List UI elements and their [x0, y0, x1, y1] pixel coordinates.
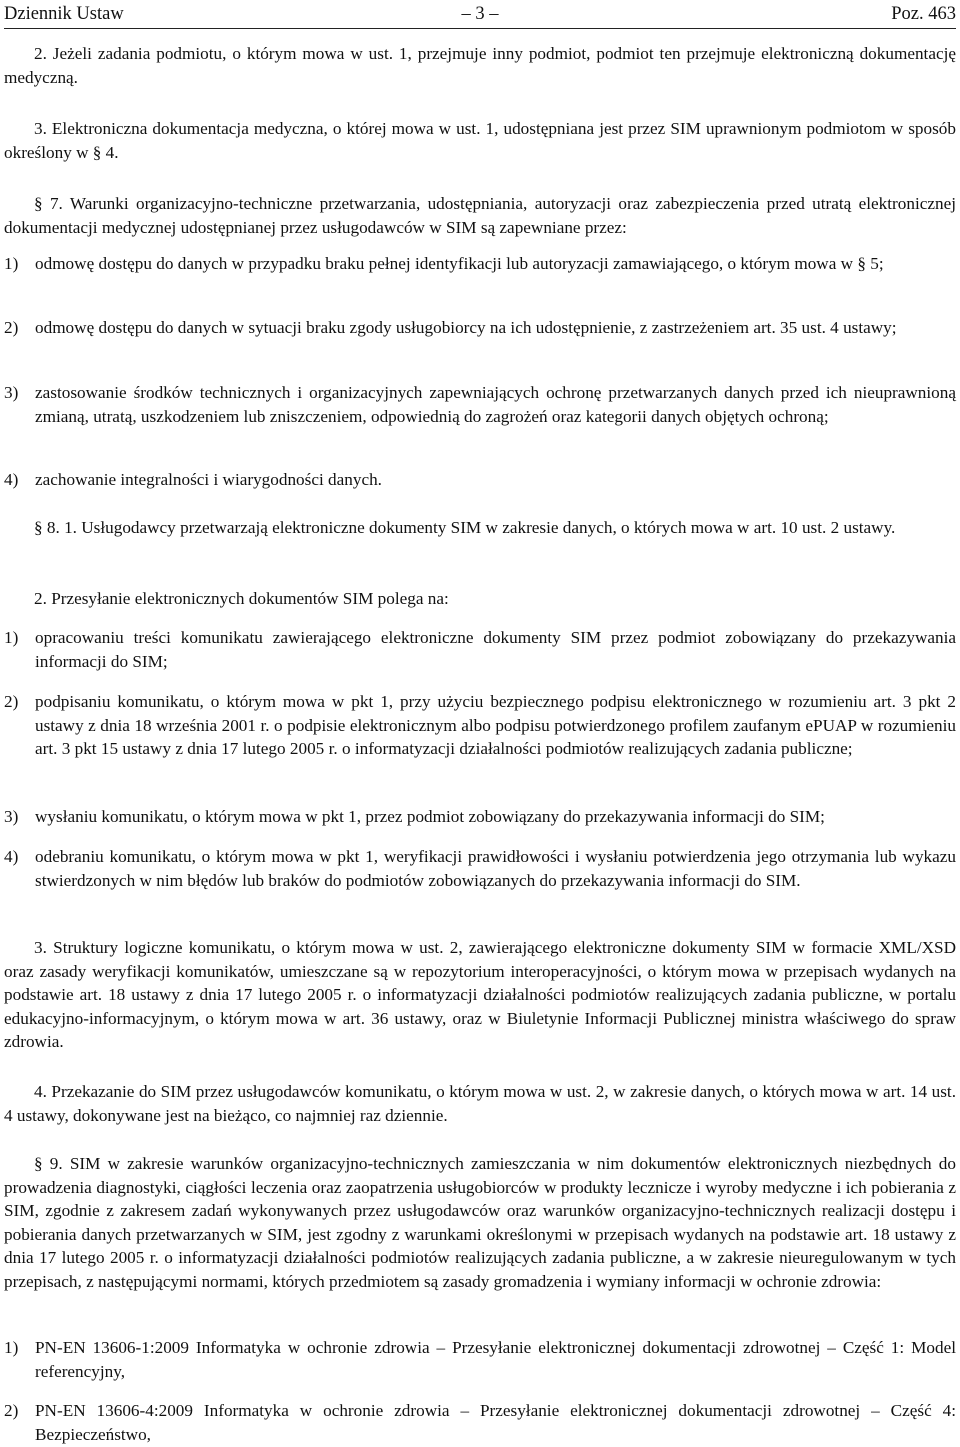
list-number: 3) [4, 807, 19, 826]
paragraph-7 [4, 192, 956, 239]
paragraph-8-2 [4, 587, 956, 611]
paragraph-text: 3. Struktury logiczne komunikatu, o którym mowa w ust. 2, zawierającego elektroniczne dokumenty SIM w formacie XML/XSD oraz zasady weryfikacji komunikatów, umieszczane są w repozytorium interoperacyjności, o którym mowa w przepisach wydanych na podstawie art. 18 ustawy z dnia 17 lutego 2005 r. o informatyzacji działalności podmiotów realizujących zadania publiczne, w portalu edukacyjno-informacyjnym, o którym mowa w art. 36 ustawy, oraz w Biuletynie Informacji Publicznej ministra właściwego do spraw zdrowia. [4, 938, 956, 1052]
list-item-8-3 [4, 805, 956, 829]
paragraph-6-3 [4, 117, 956, 164]
list-item-8-1 [4, 626, 956, 673]
list-item-7-4 [4, 468, 956, 492]
paragraph-text: 2. Przesyłanie elektronicznych dokumentów SIM polega na: [34, 589, 449, 608]
list-number: 4) [4, 470, 19, 489]
list-number: 1) [4, 628, 19, 647]
list-text: PN-EN 13606-4:2009 Informatyka w ochronie zdrowia – Przesyłanie elektronicznej dokumentacji zdrowotnej – Część 4: Bezpieczeństwo, [35, 1401, 956, 1444]
paragraph-text: 3. Elektroniczna dokumentacja medyczna, o której mowa w ust. 1, udostępniana jest przez SIM uprawnionym podmiotom w sposób określony w § 4. [4, 119, 956, 162]
paragraph-text: 2. Jeżeli zadania podmiotu, o którym mowa w ust. 1, przejmuje inny podmiot, podmiot ten przejmuje elektroniczną dokumentację medyczną. [4, 44, 956, 87]
list-number: 1) [4, 254, 19, 273]
list-number: 2) [4, 318, 19, 337]
list-item-7-2 [4, 316, 956, 340]
page-number: – 3 – [461, 4, 499, 24]
list-text: odmowę dostępu do danych w przypadku braku pełnej identyfikacji lub autoryzacji zamawiającego, o którym mowa w § 5; [35, 254, 884, 273]
list-number: 1) [4, 1338, 19, 1357]
list-text: PN-EN 13606-1:2009 Informatyka w ochronie zdrowia – Przesyłanie elektronicznej dokumentacji zdrowotnej – Część 1: Model referencyjny, [35, 1338, 956, 1381]
list-number: 2) [4, 1401, 19, 1420]
list-item-7-1 [4, 252, 956, 276]
list-text: podpisaniu komunikatu, o którym mowa w pkt 1, przy użyciu bezpiecznego podpisu elektronicznego w rozumieniu art. 3 pkt 2 ustawy z dnia 18 września 2001 r. o podpisie elektronicznym albo podpisu potwierdzonego profilem zaufanym ePUAP w rozumieniu art. 3 pkt 15 ustawy z dnia 17 lutego 2005 r. o informatyzacji działalności podmiotów realizujących zadania publiczne; [35, 692, 956, 759]
paragraph-6-2 [4, 42, 956, 89]
paragraph-8-3 [4, 936, 956, 1054]
list-text: zachowanie integralności i wiarygodności danych. [35, 470, 382, 489]
list-number: 3) [4, 383, 19, 402]
page-header [4, 2, 956, 26]
list-item-7-3 [4, 381, 956, 428]
paragraph-8-4 [4, 1080, 956, 1127]
list-number: 2) [4, 692, 19, 711]
paragraph-text: § 9. SIM w zakresie warunków organizacyjno-technicznych zamieszczania w nim dokumentów elektronicznych niezbędnych do prowadzenia diagnostyki, ciągłości leczenia oraz zaopatrzenia usługobiorców w produkty lecznicze i wyroby medyczne i ich pobierania z SIM, zgodnie z zakresem zadań wykonywanych przez usługodawców oraz warunków organizacyjno-technicznych realizacji dostępu i pobierania danych przetwarzanych w SIM, jest zgodny z warunkami określonymi w przepisach wydanych na podstawie art. 18 ustawy z dnia 17 lutego 2005 r. o informatyzacji działalności podmiotów realizujących zadania publiczne, a w zakresie nieuregulowanym w tych przepisach, z następującymi normami, których przedmiotem są zasady gromadzenia i wymiany informacji w ochronie zdrowia: [4, 1154, 956, 1291]
item-number: Poz. 463 [891, 4, 956, 24]
paragraph-text: § 7. Warunki organizacyjno-techniczne przetwarzania, udostępniania, autoryzacji oraz zabezpieczenia przed utratą elektronicznej dokumentacji medycznej udostępnianej przez usługodawców w SIM są zapewniane przez: [4, 194, 956, 237]
list-text: odmowę dostępu do danych w sytuacji braku zgody usługobiorcy na ich udostępnienie, z zastrzeżeniem art. 35 ust. 4 ustawy; [35, 318, 897, 337]
list-text: odebraniu komunikatu, o którym mowa w pkt 1, weryfikacji prawidłowości i wysłaniu potwierdzenia jego otrzymania lub wykazu stwierdzonych w nim błędów lub braków do podmiotów zobowiązanych do przekazywania informacji do SIM. [35, 847, 956, 890]
paragraph-text: § 8. 1. Usługodawcy przetwarzają elektroniczne dokumenty SIM w zakresie danych, o których mowa w art. 10 ust. 2 ustawy. [34, 518, 896, 537]
list-item-8-2 [4, 690, 956, 761]
paragraph-text: 4. Przekazanie do SIM przez usługodawców komunikatu, o którym mowa w ust. 2, w zakresie danych, o których mowa w art. 14 ust. 4 ustawy, dokonywane jest na bieżąco, co najmniej raz dziennie. [4, 1082, 956, 1125]
list-text: opracowaniu treści komunikatu zawierającego elektroniczne dokumenty SIM przez podmiot zobowiązany do przekazywania informacji do SIM; [35, 628, 956, 671]
paragraph-8-1 [4, 516, 956, 540]
list-item-8-4 [4, 845, 956, 892]
list-number: 4) [4, 847, 19, 866]
list-item-9-1 [4, 1336, 956, 1383]
list-text: zastosowanie środków technicznych i organizacyjnych zapewniających ochronę przetwarzanych danych przed ich nieuprawnioną zmianą, utratą, uszkodzeniem lub zniszczeniem, odpowiednią do zagrożeń oraz kategorii danych objętych ochroną; [35, 383, 956, 426]
paragraph-9 [4, 1152, 956, 1294]
list-text: wysłaniu komunikatu, o którym mowa w pkt 1, przez podmiot zobowiązany do przekazywania informacji do SIM; [35, 807, 825, 826]
journal-title: Dziennik Ustaw [4, 4, 124, 24]
header-divider [4, 28, 956, 29]
list-item-9-2 [4, 1399, 956, 1446]
